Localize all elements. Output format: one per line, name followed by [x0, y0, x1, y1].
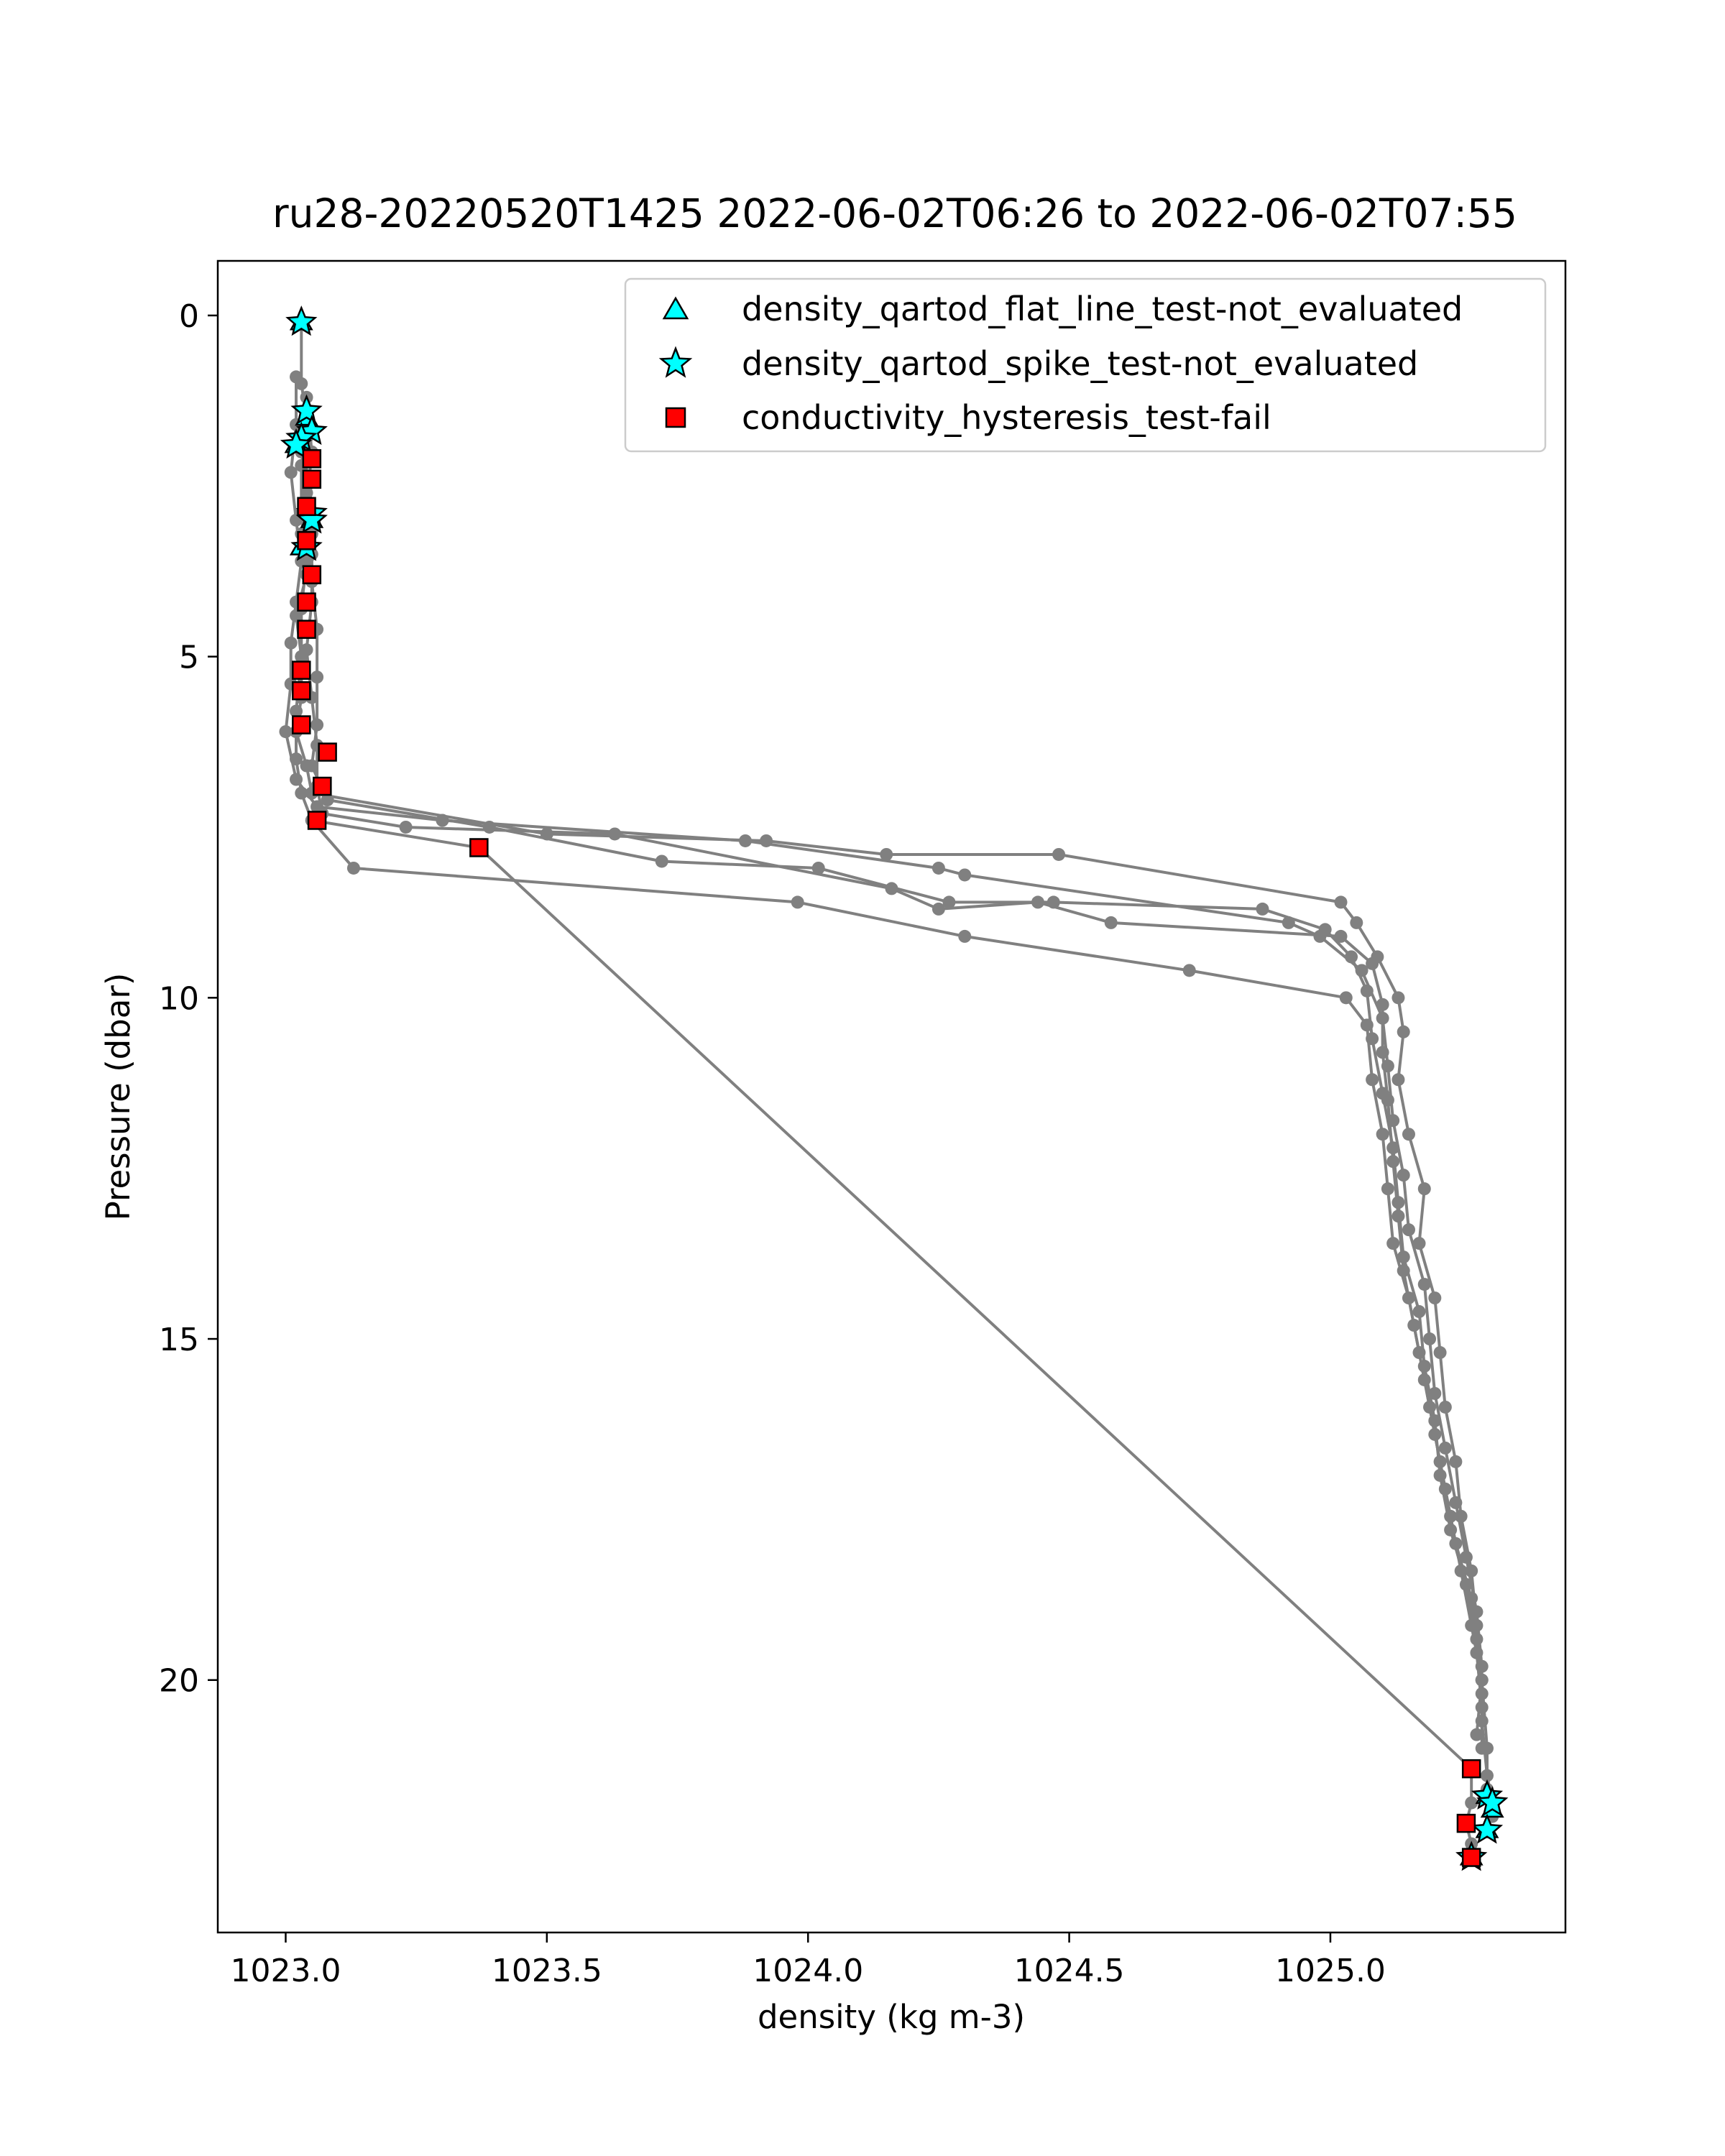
data-point: [1423, 1332, 1436, 1345]
data-point: [279, 725, 292, 738]
data-point: [1465, 1619, 1478, 1632]
data-point: [608, 827, 621, 840]
data-point: [1449, 1496, 1462, 1509]
data-point: [347, 862, 360, 875]
data-point: [932, 862, 945, 875]
data-point: [290, 752, 303, 765]
data-point: [1397, 1026, 1410, 1038]
data-point: [1105, 916, 1118, 929]
data-point: [739, 834, 752, 847]
legend-item-square: [666, 398, 1271, 437]
hysteresis-fail-marker: [303, 450, 321, 467]
y-tick-label: 15: [159, 1322, 199, 1359]
x-axis-label: density (kg m-3): [757, 1998, 1026, 2036]
hysteresis-fail-marker: [1458, 1815, 1475, 1832]
y-tick-label: 5: [179, 639, 199, 676]
data-point: [1402, 1291, 1415, 1304]
y-tick-label: 20: [159, 1662, 199, 1700]
legend-label: density_qartod_flat_line_test-not_evaluated: [742, 290, 1463, 328]
hysteresis-fail-marker: [293, 662, 310, 679]
legend-item-star: [661, 344, 1418, 383]
data-point: [1381, 1182, 1394, 1195]
data-point: [1376, 1046, 1389, 1059]
hysteresis-fail-marker: [1463, 1849, 1480, 1866]
legend: [625, 279, 1545, 451]
data-point: [1376, 998, 1389, 1011]
data-point: [1423, 1401, 1436, 1414]
data-point: [290, 370, 303, 383]
data-point: [1345, 950, 1358, 963]
x-tick-label: 1024.5: [1013, 1953, 1125, 1989]
data-point: [791, 895, 804, 908]
data-point: [1256, 903, 1269, 916]
x-tick-label: 1023.0: [230, 1953, 341, 1989]
data-point: [1402, 1128, 1415, 1141]
data-point: [958, 868, 971, 881]
y-axis-label: Pressure (dbar): [99, 972, 137, 1221]
data-point: [310, 671, 323, 683]
square-icon: [666, 408, 685, 427]
data-point: [1470, 1728, 1483, 1741]
data-point: [886, 882, 898, 895]
data-point: [1335, 895, 1348, 908]
hysteresis-fail-marker: [298, 621, 316, 638]
data-point: [1449, 1455, 1462, 1468]
hysteresis-fail-marker: [308, 811, 326, 829]
data-point: [1386, 1155, 1399, 1168]
legend-label: density_qartod_spike_test-not_evaluated: [742, 344, 1419, 383]
data-point: [400, 821, 413, 834]
data-point: [1376, 1128, 1389, 1141]
data-point: [1439, 1442, 1452, 1455]
data-point: [1455, 1565, 1468, 1577]
chart-title: ru28-20220520T1425 2022-06-02T06:26 to 2022-06-02T07:55: [272, 190, 1517, 236]
data-point: [932, 903, 945, 916]
data-point: [1031, 895, 1044, 908]
data-point: [1361, 985, 1374, 998]
data-point: [1340, 991, 1353, 1004]
data-point: [1418, 1182, 1431, 1195]
data-point: [1392, 991, 1404, 1004]
hysteresis-fail-marker: [293, 717, 310, 734]
data-point: [656, 854, 668, 867]
data-point: [1392, 1210, 1404, 1222]
data-point: [483, 821, 496, 834]
legend-item-triangle: [664, 290, 1463, 328]
data-point: [1428, 1291, 1441, 1304]
data-point: [1476, 1701, 1489, 1714]
data-point: [1361, 1018, 1374, 1031]
legend-label: conductivity_hysteresis_test-fail: [742, 398, 1271, 437]
data-point: [1052, 848, 1065, 861]
data-point: [1402, 1223, 1415, 1236]
data-point: [1392, 1073, 1404, 1086]
hysteresis-fail-marker: [298, 532, 316, 549]
data-point: [1413, 1305, 1426, 1318]
data-point: [1434, 1346, 1447, 1359]
data-point: [1366, 957, 1379, 970]
hysteresis-fail-marker: [298, 498, 316, 515]
hysteresis-fail-marker: [470, 839, 487, 856]
y-tick-label: 10: [159, 980, 199, 1018]
data-point: [1476, 1742, 1489, 1755]
hysteresis-fail-marker: [303, 471, 321, 488]
hysteresis-fail-marker: [298, 594, 316, 611]
data-point: [1381, 1094, 1394, 1107]
data-point: [1434, 1455, 1447, 1468]
data-point: [1366, 1073, 1379, 1086]
data-point: [1413, 1346, 1426, 1359]
data-point: [1350, 916, 1363, 929]
data-point: [1183, 964, 1196, 977]
data-point: [1397, 1169, 1410, 1181]
data-point: [310, 719, 323, 732]
x-tick-label: 1024.0: [753, 1953, 864, 1989]
data-point: [1476, 1674, 1489, 1687]
data-point: [1444, 1510, 1457, 1523]
y-tick-label: 0: [179, 298, 199, 335]
data-point: [1439, 1401, 1452, 1414]
hysteresis-fail-marker: [1463, 1760, 1480, 1777]
hysteresis-fail-marker: [313, 778, 331, 795]
data-point: [1335, 930, 1348, 943]
x-tick-label: 1023.5: [491, 1953, 602, 1989]
data-point: [958, 930, 971, 943]
data-point: [1418, 1278, 1431, 1291]
hysteresis-fail-marker: [319, 744, 336, 761]
x-tick-label: 1025.0: [1274, 1953, 1386, 1989]
data-point: [285, 637, 298, 650]
hysteresis-fail-marker: [303, 566, 321, 584]
data-point: [1386, 1237, 1399, 1250]
hysteresis-fail-marker: [293, 682, 310, 699]
data-point: [295, 787, 308, 800]
